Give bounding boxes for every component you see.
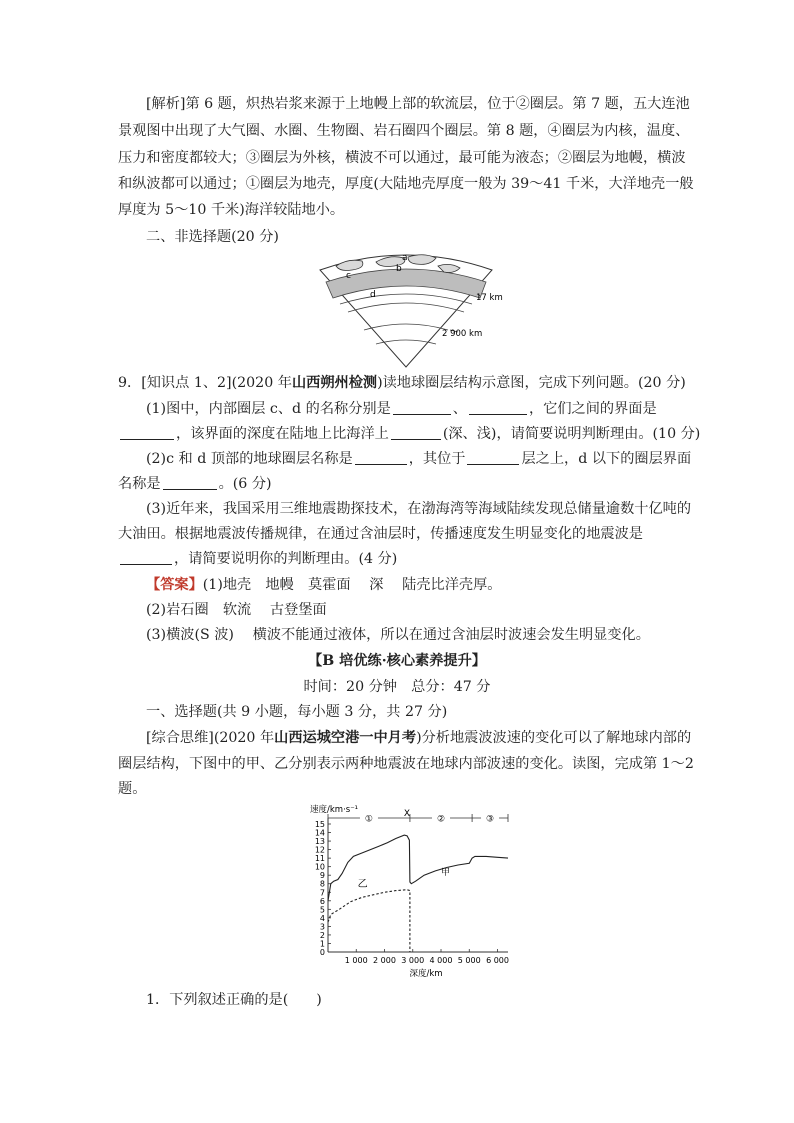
seismic-wave-chart	[308, 800, 528, 986]
y-tick-label: 2	[319, 930, 325, 940]
earth-layer-diagram	[300, 244, 520, 370]
series-label-jia: 甲	[441, 868, 451, 879]
analysis-line-3: 压力和密度都较大；③圈层为外核，横波不可以通过，最可能为液态；②圈层为地幔，横波	[118, 150, 686, 166]
y-tick-label: 13	[314, 837, 325, 847]
q9-part3-cont2: ，请简要说明你的判断理由。(4 分)	[118, 549, 678, 569]
section-b-title: 【B 培优练·核心素养提升】	[308, 653, 486, 669]
y-tick-label: 14	[314, 828, 325, 838]
answer-blank[interactable]	[355, 450, 407, 465]
section-heading-nonchoice: 二、非选择题(20 分)	[146, 229, 279, 245]
section-b-intro-3: 题。	[118, 781, 147, 797]
zone-label: ①	[364, 814, 374, 825]
analysis-line-2: 景观图中出现了大气圈、水圈、生物圈、岩石圈四个圈层。第 8 题，④圈层为内核，温度、	[118, 123, 690, 139]
depth-label-17km: 17 km	[476, 293, 503, 303]
x-tick-label: 1 000	[344, 956, 368, 965]
section-b-intro: [综合思维](2020 年山西运城空港一中月考)分析地震波波速的变化可以了解地球内部的	[146, 730, 692, 746]
q9-part3-cont: 大油田。根据地震波传播规律，在通过含油层时，传播速度发生明显变化的地震波是	[118, 526, 643, 542]
answer-line-2: (2)岩石圈 软流 古登堡面	[146, 602, 327, 618]
x-axis-label: 深度/km	[409, 969, 443, 979]
x-tick-label: 5 000	[457, 956, 481, 965]
series-label-yi: 乙	[357, 879, 368, 891]
y-tick-label: 15	[314, 820, 325, 829]
q9-part1: (1)图中，内部圈层 c、d 的名称分别是 、 ，它们之间的界面是	[146, 401, 657, 417]
answer-blank[interactable]	[393, 400, 451, 415]
series-line-乙	[328, 890, 410, 952]
y-tick-label: 7	[319, 888, 325, 898]
y-tick-label: 0	[319, 948, 325, 957]
q9-part2: (2)c 和 d 顶部的地球圈层名称是 ，其位于 层之上，d 以下的圈层界面	[146, 451, 692, 467]
answer-blank[interactable]	[467, 450, 519, 465]
boundary-label-x: X	[403, 809, 411, 819]
answer-blank[interactable]	[120, 550, 172, 565]
answer-blank[interactable]	[120, 425, 174, 440]
zone-label: ③	[486, 814, 495, 825]
answer-blank[interactable]	[391, 425, 441, 440]
y-tick-label: 11	[314, 854, 325, 864]
y-tick-label: 3	[319, 922, 325, 932]
answer-blank[interactable]	[163, 475, 217, 490]
series-line-甲	[328, 835, 508, 901]
y-tick-label: 8	[319, 879, 325, 889]
q1-text: 1．下列叙述正确的是( )	[146, 992, 322, 1008]
analysis-line-1: [解析]第 6 题，炽热岩浆来源于上地幔上部的软流层，位于②圈层。第 7 题，五大连池	[146, 96, 690, 112]
y-tick-label: 5	[319, 905, 325, 915]
q9-part3: (3)近年来，我国采用三维地震勘探技术，在渤海湾等海域陆续发现总储量逾数十亿吨的	[146, 501, 692, 517]
x-tick-label: 3 000	[401, 956, 425, 965]
x-tick-label: 2 000	[373, 956, 396, 965]
x-tick-label: 6 000	[486, 956, 509, 965]
x-tick-label: 4 000	[429, 956, 453, 965]
answer-tag: 【答案】	[146, 577, 203, 593]
label-a: a	[402, 253, 408, 263]
answer-line-3: (3)横波(S 波) 横波不能通过液体，所以在通过含油层时波速会发生明显变化。	[146, 627, 650, 643]
answer-line-1: 【答案】(1)地壳 地幔 莫霍面 深 陆壳比洋壳厚。	[146, 577, 502, 593]
y-tick-label: 12	[314, 845, 325, 855]
y-tick-label: 4	[319, 913, 325, 923]
zone-label: ②	[436, 814, 446, 825]
analysis-line-4: 和纵波都可以通过；①圈层为地壳，厚度(大陆地壳厚度一般为 39～41 千米，大洋地壳一般	[118, 176, 694, 192]
y-tick-label: 10	[314, 862, 325, 872]
y-tick-label: 6	[319, 896, 325, 906]
label-b: b	[396, 264, 402, 274]
label-d: d	[370, 290, 376, 300]
y-tick-label: 9	[319, 871, 325, 881]
q9-intro: 9．[知识点 1、2](2020 年山西朔州检测)读地球圈层结构示意图，完成下列问题。(20 分)	[118, 375, 686, 391]
section-b-part1: 一、选择题(共 9 小题，每小题 3 分，共 27 分)	[146, 704, 448, 720]
q9-part1-cont: ，该界面的深度在陆地上比海洋上 (深、浅)，请简要说明判断理由。(10 分)	[118, 424, 678, 444]
y-tick-label: 1	[319, 939, 325, 949]
depth-label-2900km: 2 900 km	[442, 329, 483, 339]
section-b-time: 时间：20 分钟 总分：47 分	[303, 679, 491, 695]
answer-blank[interactable]	[469, 400, 527, 415]
label-c: c	[346, 271, 351, 281]
analysis-line-5: 厚度为 5～10 千米)海洋较陆地小。	[118, 202, 345, 218]
section-b-intro-2: 圈层结构，下图中的甲、乙分别表示两种地震波在地球内部波速的变化。读图，完成第 1～2	[118, 756, 694, 772]
q9-part2-cont: 名称是 。(6 分)	[118, 476, 272, 492]
y-axis-label: 速度/km·s⁻¹	[310, 805, 359, 815]
